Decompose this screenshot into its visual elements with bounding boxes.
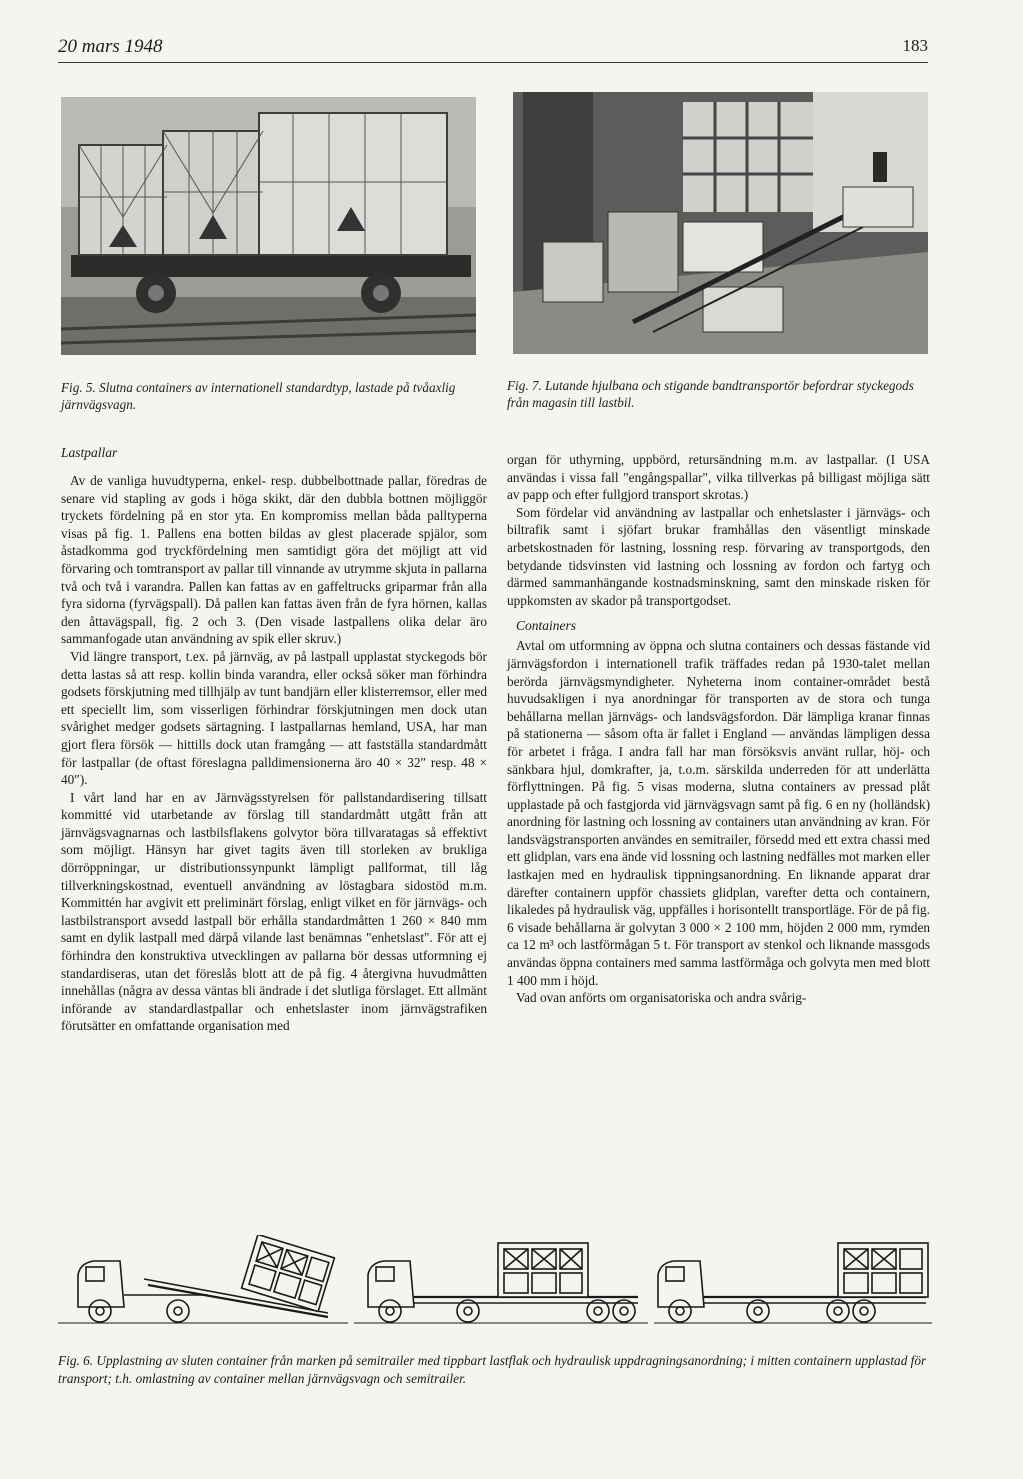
paragraph: Av de vanliga huvudtyperna, enkel- resp. dubbelbottnade pallar, föredras de senare vid stapling av gods i höga skikt, där den dubbla bottnen möjliggör tryckets fördelning på en stor yta. En kompromiss mellan båda palltyperna visas på fig. 1. Pallens ena botten bildas av glest placerade spjälor, som åstadkomma god tryckfördelning men samtidigt göra det möjligt att vid förvaring och tomtransport av pallar till vinnande av utrymme skjuta in pallarna två och två i varandra. Pallen kan fattas av en gaffeltrucks griparmar från alla fyra sidorna (fyrvägspall). Då pallen kan fattas även från de fyra hörnen, kallas den åttavägspall, fig. 2 och 3. (Den visade lastpallens olika delar äro sammanfogade utan användning av spik eller skruv.) xyxy=(61,473,487,647)
fig7-photo xyxy=(513,92,928,354)
paragraph: Vad ovan anförts om organisatoriska och andra svårig- xyxy=(516,990,807,1006)
paragraph: Vid längre transport, t.ex. på järnväg, av på lastpall upplastat styckegods bör detta lastas så att resp. kollin binda varandra, eller också söker man förhindra godsets förskjutning med tillhjälp av tunt bandjärn eller klisterremsor, eller med ett speciellt lim, som visserligen förhindrar förskjutningen men dock utan svårighet medger godsets särtagning. I lastpallarnas hemland, USA, har man gjort flera försök — hittills dock utan framgång — att fastställa standardmått för lastpallar (de oftast föreslagna palldimensionerna äro 40 × 32″ resp. 48 × 40″). xyxy=(61,648,487,788)
section-heading-containers: Containers xyxy=(516,618,577,634)
paragraph: Avtal om utformning av öppna och slutna containers och dessas fästande vid järnvägsfordon i internationell trafik träffades redan på 1930-talet mellan berörda järnvägsmyndigheter. Nyheterna inom container-området bestå huvudsakligen i nya anordningar för transporten av de stora och tunga behållarna mellan järnvägs- och landsvägsfordon. Där lämpliga kranar finnas på stationerna — såsom ofta är fallet i England — användas lämpligen dessa för arbetet i fråga. I andra fall har man försöksvis använt rullar, höj- och sänkbara hjul, domkrafter, ja, t.o.m. särskilda underreden för att underlätta förflyttningen. På fig. 5 visas moderna, slutna containers av pressad plåt upplastade på och fastgjorda vid järnvägsvagn samt på fig. 6 en ny (holländsk) anordning för lastning och lossning av containers utan användning av kran. För landsvägstransporten användes en semitrailer, försedd med ett extra chassi med ett glidplan, vars ena ände vid lossning och lastning nedfälles mot marken eller lastkajen med en hydraulisk tippningsanordning. En liknande apparat drar därefter containern uppför chassiets glidplan, varefter detta och containern, likaledes på hydraulisk väg, uppfälles i horisontellt transportläge. För de på fig. 6 visade behållarna är golvytan 3 000 × 2 100 mm, höjden 2 000 mm, rymden ca 12 m³ och lastförmågan 5 t. För transport av stenkol och liknande massgods användas öppna containers med samma lastförmåga och golvyta men med blott 1 400 mm i höjd. xyxy=(507,638,930,988)
fig7-caption: Fig. 7. Lutande hjulbana och stigande bandtransportör befordrar styckegods från magasin till lastbil. xyxy=(507,378,914,410)
fig6-caption: Fig. 6. Upplastning av sluten container från marken på semitrailer med tippbart lastflak och hydraulisk uppdragningsanordning; i mitten containern upplastad för transport; t.h. omlastning av container mellan järnvägsvagn och semitrailer. xyxy=(58,1353,927,1386)
fig6-drawing xyxy=(58,1235,932,1335)
fig5-photo xyxy=(61,97,476,355)
issue-date: 20 mars 1948 xyxy=(58,36,163,57)
fig5-caption: Fig. 5. Slutna containers av internationell standardtyp, lastade på tvåaxlig järnvägsvagn. xyxy=(61,380,456,412)
paragraph: I vårt land har en av Järnvägsstyrelsen för pallstandardisering tillsatt kommitté vid utarbetande av förslag till standardmått utgått från att järnvägsvagnarnas och lastbilsflakens golvytor böra tillvaratagas så effektivt som möjligt. Hänsyn har givet tagits även till storleken av brukliga dörröppningar, ur distributionssynpunkt lämpligt pallformat, till låg tillverkningskostnad, eventuell användning av löstagbara sidostöd m.m. Kommittén har avgivit ett preliminärt förslag, enligt vilket en för järnvägs- och lastbilstransport avsedd lastpall bör erhålla standardmåtten 1 260 × 840 mm samt en dylik lastpall med därpå vilande last benämnas "enhetslast". För att ej förhindra den konstruktiva utvecklingen av pallarna bör dessas utformning ej standardiseras, utan det föreslås blott att de på fig. 4 återgivna huvudmåtten innehållas (några av dessa väntas bli ändrade i det slutliga förslaget. Ett allmänt införande av standardlastpallar och enhetslaster inom järnvägstrafiken förutsätter en omfattande organisation med xyxy=(61,789,487,1034)
page-header xyxy=(58,34,928,63)
truck-tipping-illustration xyxy=(58,1235,348,1323)
left-column xyxy=(61,444,487,1035)
paragraph: Som fördelar vid användning av lastpallar och enhetslaster i järnvägs- och biltrafik samt i sjöfart brukar framhållas den väsentligt minskade arbetskostnaden för lastning, lossning resp. förvaring av transportgods, den betydande tidsvinsten vid lastning och lossning av fordon och fartyg och därmed sammanhängande kostnadsminskning, samt den minskade risken för uppkomsten av skador på transportgodset. xyxy=(507,504,930,608)
paragraph: organ för uthyrning, uppbörd, retursändning m.m. av lastpallar. (I USA användas i vissa fall "engångspallar", vilka tillverkas på billigast möjliga sätt av papp och efter fullgjord transport skrotas.) xyxy=(507,452,930,503)
truck-loaded-illustration xyxy=(354,1243,648,1323)
right-column xyxy=(507,451,930,1007)
truck-transfer-illustration xyxy=(654,1243,932,1323)
section-heading-lastpallar: Lastpallar xyxy=(61,445,118,460)
page-number: 183 xyxy=(902,36,928,55)
